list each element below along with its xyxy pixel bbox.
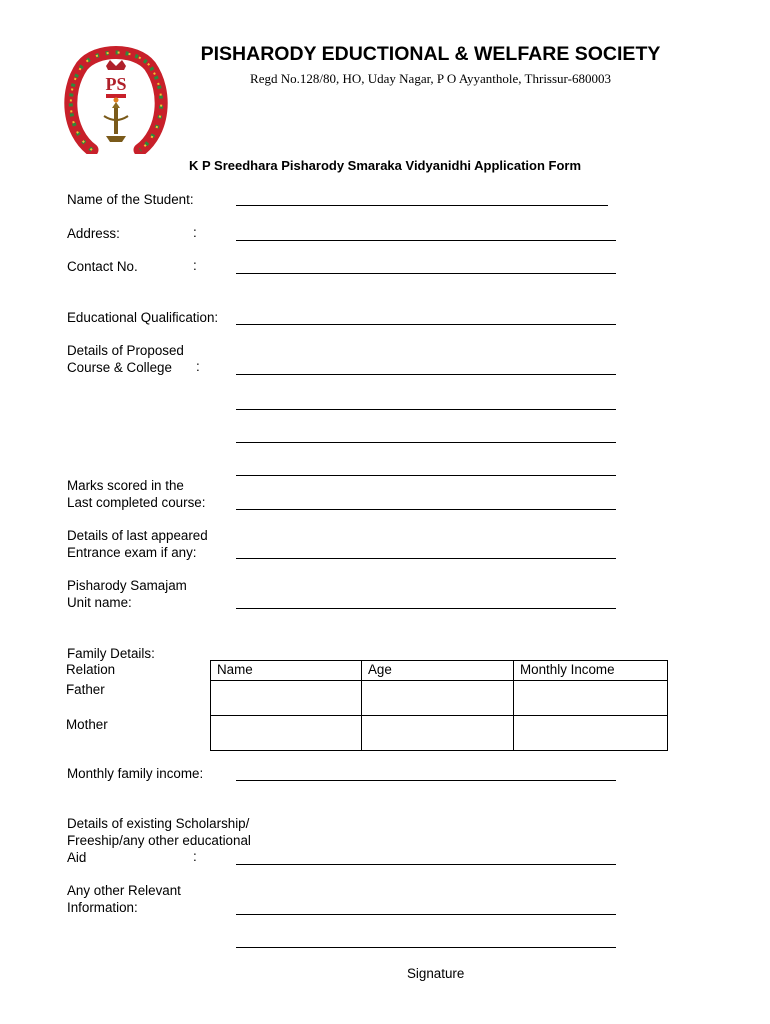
- unit-label-2: Unit name:: [67, 595, 132, 610]
- table-header-row: [59, 661, 668, 681]
- scholarship-label-1: Details of existing Scholarship/: [67, 816, 250, 831]
- income-label: Monthly family income:: [67, 766, 204, 781]
- unit-label-1: Pisharody Samajam: [67, 578, 187, 593]
- father-name-cell[interactable]: [211, 681, 362, 716]
- father-income-cell[interactable]: [514, 681, 668, 716]
- father-age-cell[interactable]: [362, 681, 514, 716]
- edu-line[interactable]: [236, 324, 616, 325]
- other-line-1[interactable]: [236, 914, 616, 915]
- course-label-2: Course & College: [67, 360, 172, 375]
- scholarship-label-2: Freeship/any other educational: [67, 833, 251, 848]
- registration-address: Regd No.128/80, HO, Uday Nagar, P O Ayyanthole, Thrissur-680003: [250, 71, 611, 86]
- contact-label: Contact No.: [67, 259, 138, 274]
- unit-line[interactable]: [236, 608, 616, 609]
- entrance-line[interactable]: [236, 558, 616, 559]
- name-line[interactable]: [236, 205, 608, 206]
- svg-text:PS: PS: [105, 74, 127, 94]
- entrance-label-2: Entrance exam if any:: [67, 545, 197, 560]
- income-line[interactable]: [236, 780, 616, 781]
- other-label-1: Any other Relevant: [67, 883, 181, 898]
- entrance-label-1: Details of last appeared: [67, 528, 208, 543]
- header-name: Name: [211, 661, 362, 681]
- family-label: Family Details:: [67, 646, 155, 661]
- marks-label-1: Marks scored in the: [67, 478, 184, 493]
- scholarship-label-3: Aid: [67, 850, 87, 865]
- mother-income-cell[interactable]: [514, 716, 668, 751]
- course-line-4[interactable]: [236, 475, 616, 476]
- society-emblem-logo: [62, 42, 170, 154]
- mother-name-cell[interactable]: [211, 716, 362, 751]
- contact-line[interactable]: [236, 273, 616, 274]
- relation-mother: Mother: [59, 716, 211, 751]
- family-details-table: [59, 660, 668, 751]
- marks-label-2: Last completed course:: [67, 495, 206, 510]
- table-row: [59, 681, 668, 716]
- mother-age-cell[interactable]: [362, 716, 514, 751]
- edu-label: Educational Qualification:: [67, 310, 219, 325]
- address-line[interactable]: [236, 240, 616, 241]
- form-title: K P Sreedhara Pisharody Smaraka Vidyanidhi Application Form: [188, 158, 582, 173]
- other-label-2: Information:: [67, 900, 138, 915]
- signature-label: Signature: [407, 966, 465, 981]
- marks-line[interactable]: [236, 509, 616, 510]
- other-line-2[interactable]: [236, 947, 616, 948]
- course-label-1: Details of Proposed: [67, 343, 184, 358]
- contact-colon: :: [193, 258, 197, 273]
- name-label: Name of the Student:: [67, 192, 194, 207]
- address-colon: :: [193, 225, 197, 240]
- relation-father: Father: [59, 681, 211, 716]
- course-line-2[interactable]: [236, 409, 616, 410]
- course-line-1[interactable]: [236, 374, 616, 375]
- course-colon: :: [196, 359, 200, 374]
- table-row: [59, 716, 668, 751]
- scholarship-colon: :: [193, 849, 197, 864]
- address-label: Address:: [67, 226, 120, 241]
- course-line-3[interactable]: [236, 442, 616, 443]
- header-monthly-income: Monthly Income: [514, 661, 668, 681]
- scholarship-line[interactable]: [236, 864, 616, 865]
- header-relation: Relation: [59, 661, 211, 681]
- org-name: PISHARODY EDUCTIONAL & WELFARE SOCIETY: [200, 43, 661, 65]
- header-age: Age: [362, 661, 514, 681]
